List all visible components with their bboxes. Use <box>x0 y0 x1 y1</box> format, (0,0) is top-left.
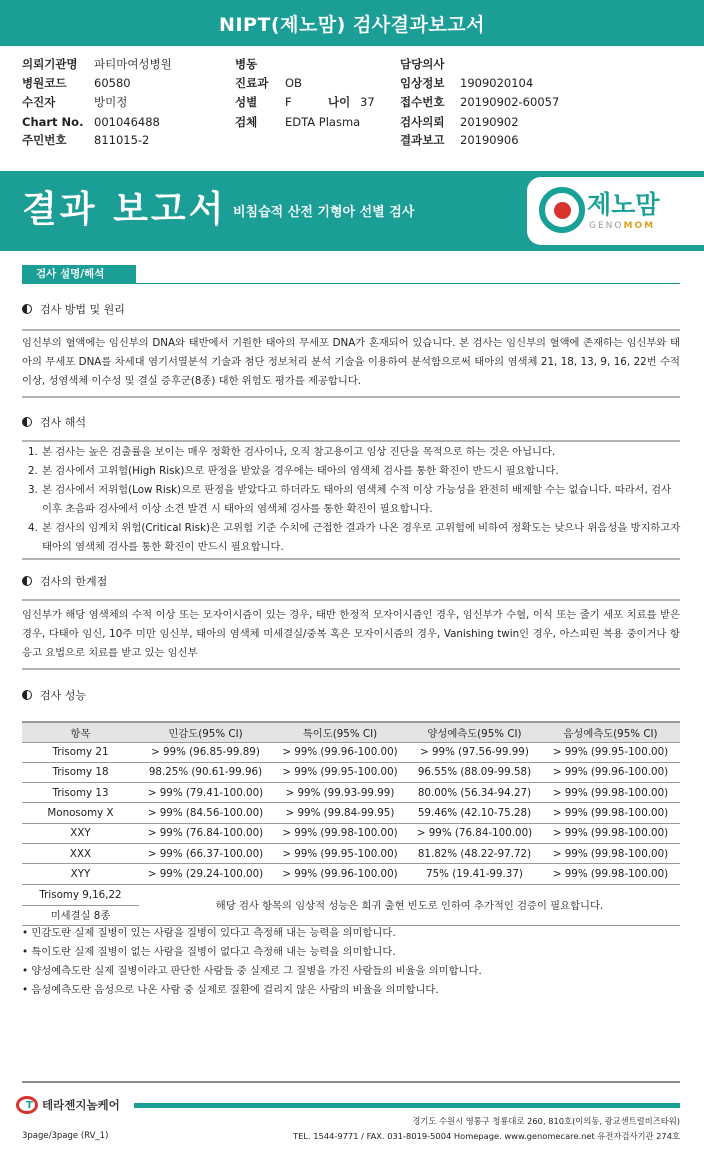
report-date-value: 20190906 <box>460 133 519 147</box>
table-body <box>22 742 680 884</box>
logo-subtext: GENOMOM <box>589 221 656 231</box>
list-item: 1. 본 검사는 높은 검출률을 보이는 매우 정확한 검사이나, 오직 참고용이고 임상 진단을 목적으로 하는 것은 아닙니다. <box>28 446 556 458</box>
table-cell: > 99% (76.84-100.00) <box>139 823 272 843</box>
column-header: 특이도(95% CI) <box>272 722 408 742</box>
table-cell: Trisomy 21 <box>22 742 139 762</box>
report-title: NIPT(제노맘) 검사결과보고서 <box>0 0 704 46</box>
note-item: • 특이도란 실제 질병이 없는 사람을 질병이 없다고 측정해 내는 능력을 의미합니다. <box>22 946 396 958</box>
age-value: 37 <box>360 95 375 109</box>
table-header-row <box>22 722 680 742</box>
table-cell: > 99% (99.98-100.00) <box>541 843 680 863</box>
table-cell: > 99% (99.95-100.00) <box>541 742 680 762</box>
footer-accent-bar <box>134 1103 680 1108</box>
request-label: 검사의뢰 <box>400 115 445 129</box>
chart-label: Chart No. <box>22 115 84 129</box>
definition-notes <box>22 924 682 1000</box>
table-row <box>22 803 680 823</box>
limits-heading: 검사의 한계점 <box>22 574 107 590</box>
half-circle-icon <box>22 576 32 586</box>
half-circle-icon <box>22 690 32 700</box>
performance-table <box>22 721 680 926</box>
table-cell: > 99% (99.98-100.00) <box>541 783 680 803</box>
hospital-code-value: 60580 <box>94 76 131 90</box>
page-number: 3page/3page (RV_1) <box>22 1131 109 1141</box>
dept-label: 진료과 <box>235 76 269 90</box>
result-banner <box>0 171 704 251</box>
rare-item-label: Trisomy 9,16,22 <box>39 888 122 901</box>
half-circle-icon <box>22 417 32 427</box>
table-cell: > 99% (96.85-99.89) <box>139 742 272 762</box>
clinical-label: 임상정보 <box>400 76 445 90</box>
divider <box>22 396 680 398</box>
patient-info <box>22 55 702 155</box>
banner-subtitle: 비침습적 산전 기형아 선별 검사 <box>233 205 415 220</box>
patient-value: 방미정 <box>94 95 128 109</box>
table-row <box>22 843 680 863</box>
chart-value: 001046488 <box>94 115 160 129</box>
column-header: 항목 <box>22 722 139 742</box>
column-header: 음성예측도(95% CI) <box>541 722 680 742</box>
note-item: • 음성예측도란 음성으로 나온 사람 중 실제로 질환에 걸리지 않은 사람의 비율을 의미합니다. <box>22 984 439 996</box>
table-cell: XXX <box>22 843 139 863</box>
table-cell: > 99% (76.84-100.00) <box>408 823 541 843</box>
table-cell: 98.25% (90.61-99.96) <box>139 762 272 782</box>
request-value: 20190902 <box>460 115 519 129</box>
table-cell: > 99% (29.24-100.00) <box>139 864 272 884</box>
clinical-value: 1909020104 <box>460 76 534 90</box>
half-circle-icon <box>22 304 32 314</box>
table-cell: XYY <box>22 864 139 884</box>
list-item: 4. 본 검사의 임계치 위험(Critical Risk)은 고위험 기준 수치에 근접한 결과가 나온 경우로 고위험에 비하여 정확도는 낮으나 위음성을 방지하고자 태아의 염색체 검사를 통한 확진이 반드시 필요합니다. <box>28 522 681 553</box>
doctor-label: 담당의사 <box>400 57 445 71</box>
ward-label: 병동 <box>235 57 258 71</box>
rare-item-note: 해당 검사 항목의 임상적 성능은 희귀 출현 빈도로 인하여 추가적인 검증이 필요합니다. <box>139 884 680 925</box>
table-cell: > 99% (99.95-100.00) <box>272 843 408 863</box>
sex-value: F <box>285 95 292 109</box>
table-cell: XXY <box>22 823 139 843</box>
table-cell: > 99% (99.98-100.00) <box>272 823 408 843</box>
column-header: 양성예측도(95% CI) <box>408 722 541 742</box>
table-cell: 75% (19.41-99.37) <box>408 864 541 884</box>
table-row <box>22 823 680 843</box>
table-row <box>22 884 680 925</box>
banner-title: 결과 보고서 <box>22 189 227 230</box>
table-cell: > 99% (66.37-100.00) <box>139 843 272 863</box>
logo-text: 제노맘 <box>587 190 660 219</box>
institution-label: 의뢰기관명 <box>22 57 78 71</box>
footer-divider <box>22 1081 680 1083</box>
table-cell <box>22 884 139 925</box>
patient-label: 수진자 <box>22 95 56 109</box>
method-text: 임신부의 혈액에는 임신부의 DNA와 태반에서 기원한 태아의 무세포 DNA가 혼재되어 있습니다. 본 검사는 임신부의 혈액에 존재하는 임신부와 태아의 무세포 DNA를 차세대 염기서열분석 기술과 첨단 정보처리 분석 기술을 이용하여 분석함으로써 태아의 염색체 21, 18, 13, 9, 16, 22번 수적 이상, 성염색체 이수성 및 결실 증후군(8종) 대한 위험도 평가를 제공합니다. <box>22 337 680 387</box>
receipt-label: 접수번호 <box>400 95 445 109</box>
hospital-code-label: 병원코드 <box>22 76 67 90</box>
list-item: 3. 본 검사에서 저위험(Low Risk)으로 판정을 받았다고 하더라도 태아의 염색체 수적 이상 가능성을 완전히 배제할 수는 없습니다. 따라서, 검사 이후 초음파 검사에서 이상 소견 발견 시 태아의 염색체 검사를 통한 확진이 필요합니다. <box>28 484 672 515</box>
performance-heading: 검사 성능 <box>22 688 86 704</box>
divider <box>22 440 680 442</box>
table-cell: > 99% (99.96-100.00) <box>541 762 680 782</box>
receipt-value: 20190902-60057 <box>460 95 560 109</box>
age-label: 나이 <box>328 95 351 109</box>
divider <box>22 668 680 670</box>
table-cell: > 99% (99.98-100.00) <box>541 864 680 884</box>
table-cell: Monosomy X <box>22 803 139 823</box>
table-cell: > 99% (97.56-99.99) <box>408 742 541 762</box>
interpretation-heading: 검사 해석 <box>22 415 86 431</box>
column-header: 민감도(95% CI) <box>139 722 272 742</box>
table-cell: > 99% (84.56-100.00) <box>139 803 272 823</box>
table-row <box>22 864 680 884</box>
genomom-logo <box>527 177 704 245</box>
specimen-value: EDTA Plasma <box>285 115 361 129</box>
report-date-label: 결과보고 <box>400 133 445 147</box>
table-cell: > 99% (99.95-100.00) <box>272 762 408 782</box>
sex-label: 성별 <box>235 95 258 109</box>
footer-address: 경기도 수원시 영통구 청룡대로 260, 810호(이의동, 광교센트럴비즈타워) <box>412 1116 680 1126</box>
method-heading: 검사 방법 및 원리 <box>22 302 125 318</box>
dept-value: OB <box>285 76 302 90</box>
note-item: • 민감도란 실제 질병이 있는 사람을 질병이 있다고 측정해 내는 능력을 의미합니다. <box>22 927 396 939</box>
table-cell: 59.46% (42.10-75.28) <box>408 803 541 823</box>
resident-value: 811015-2 <box>94 133 150 147</box>
table-row <box>22 762 680 782</box>
table-cell: 80.00% (56.34-94.27) <box>408 783 541 803</box>
table-row <box>22 783 680 803</box>
table-cell: > 99% (99.96-100.00) <box>272 742 408 762</box>
section-divider <box>22 283 680 284</box>
rare-item-label: 미세결실 8종 <box>22 905 139 925</box>
section-tab: 검사 설명/해석 <box>22 265 136 284</box>
table-cell: 81.82% (48.22-97.72) <box>408 843 541 863</box>
table-cell: 96.55% (88.09-99.58) <box>408 762 541 782</box>
list-item: 2. 본 검사에서 고위험(High Risk)으로 판정을 받았을 경우에는 태아의 염색체 검사를 통한 확진이 반드시 필요합니다. <box>28 465 559 477</box>
note-item: • 양성예측도란 실제 질병이라고 판단한 사람들 중 실제로 그 질병을 가진 사람들의 비율을 의미합니다. <box>22 965 482 977</box>
divider <box>22 558 680 560</box>
genomom-logo-icon <box>539 187 585 233</box>
table-cell: > 99% (99.98-100.00) <box>541 803 680 823</box>
footer-brand: 테라젠지놈케어 <box>42 1098 120 1112</box>
institution-value: 파티마여성병원 <box>94 57 172 71</box>
divider <box>22 329 680 331</box>
specimen-label: 검체 <box>235 115 258 129</box>
divider <box>22 599 680 601</box>
table-cell: > 99% (99.96-100.00) <box>272 864 408 884</box>
footer-contact: TEL. 1544-9771 / FAX. 031-8019-5004 Homepage. www.genomecare.net 유전자검사기관 274호 <box>293 1131 680 1141</box>
resident-label: 주민번호 <box>22 133 67 147</box>
company-logo-icon: T <box>16 1096 38 1114</box>
table-row <box>22 742 680 762</box>
interpretation-list <box>22 443 682 557</box>
table-cell: > 99% (99.98-100.00) <box>541 823 680 843</box>
table-cell: > 99% (99.84-99.95) <box>272 803 408 823</box>
table-cell: Trisomy 13 <box>22 783 139 803</box>
limits-text: 임신부가 해당 염색체의 수적 이상 또는 모자이시즘이 있는 경우, 태반 한정적 모자이시즘인 경우, 임신부가 수혈, 이식 또는 줄기 세포 치료를 받은 경우, 다태아 임신, 10주 미만 임신부, 태아의 염색체 미세결실/중복 혹은 모자이시즘의 경우, Vanishing twin인 경우, 아스피린 복용 중이거나 항 응고 요법으로 치료를 받고 있는 임신부 <box>22 609 680 659</box>
table-cell: > 99% (79.41-100.00) <box>139 783 272 803</box>
table-cell: > 99% (99.93-99.99) <box>272 783 408 803</box>
table-cell: Trisomy 18 <box>22 762 139 782</box>
